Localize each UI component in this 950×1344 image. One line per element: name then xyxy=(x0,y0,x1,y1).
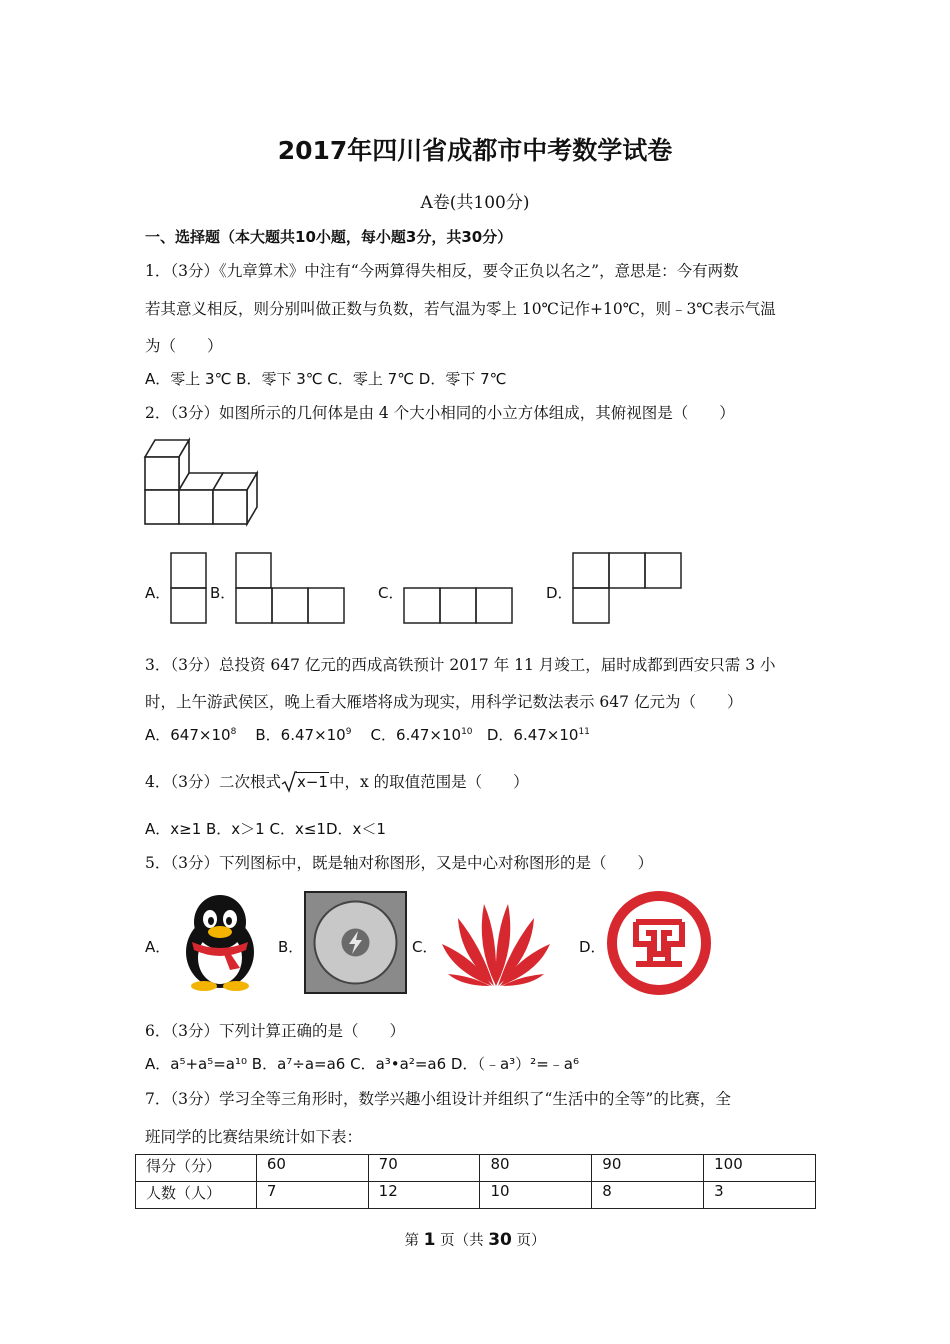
question-6-line-1: 6．（3分）下列计算正确的是（ ） xyxy=(145,1022,405,1040)
table-cell: 3 xyxy=(704,1182,816,1209)
footer-text: 页） xyxy=(511,1233,546,1249)
q5-option-c-label: C． xyxy=(412,938,438,956)
table-row xyxy=(136,1155,816,1182)
question-1-line-2: 若其意义相反，则分别叫做正数与负数，若气温为零上 10℃记作+10℃，则﹣3℃表示气温 xyxy=(145,300,776,318)
question-1-line-3: 为（ ） xyxy=(145,337,223,355)
question-3-line-2: 时，上午游武侯区，晚上看大雁塔将成为现实，用科学记数法表示 647 亿元为（ ） xyxy=(145,693,743,711)
q2-option-a-label: A． xyxy=(145,584,171,602)
q2-option-b-label: B． xyxy=(210,584,236,602)
sqrt-expression xyxy=(281,773,329,791)
q2-option-c-view xyxy=(403,587,513,625)
table-cell: 12 xyxy=(368,1182,480,1209)
table-cell: 100 xyxy=(704,1155,816,1182)
q4-radicand: x−1 xyxy=(296,773,328,791)
question-1-line-1: 1．（3分）《九章算术》中注有“今两算得失相反，要令正负以名之”，意思是：今有两数 xyxy=(145,262,739,280)
question-7-line-2: 班同学的比赛结果统计如下表： xyxy=(145,1128,363,1146)
page-footer xyxy=(0,1229,950,1250)
question-6-options: A．a⁵+a⁵=a¹⁰ B．a⁷÷a=a6 C．a³•a²=a6 D．（﹣a³）²=﹣a⁶ xyxy=(145,1055,579,1073)
question-1-options: A．零上 3℃ B．零下 3℃ C．零上 7℃ D．零下 7℃ xyxy=(145,370,507,388)
table-cell: 7 xyxy=(256,1182,368,1209)
footer-text: 页（共 xyxy=(435,1233,489,1249)
table-cell: 8 xyxy=(592,1182,704,1209)
power-icon xyxy=(304,891,407,994)
table-cell: 70 xyxy=(368,1155,480,1182)
q2-option-c-label: C． xyxy=(378,584,404,602)
table-cell: 60 xyxy=(256,1155,368,1182)
q3-option-b: B．$6.47\times 10^9$ xyxy=(255,726,352,744)
table-header-cell: 人数（人） xyxy=(136,1182,257,1209)
question-7-line-1: 7．（3分）学习全等三角形时，数学兴趣小组设计并组织了“生活中的全等”的比赛，全 xyxy=(145,1090,731,1108)
table-cell: 90 xyxy=(592,1155,704,1182)
table-header-cell: 得分（分） xyxy=(136,1155,257,1182)
page-title: 2017年四川省成都市中考数学试卷 xyxy=(277,136,673,165)
q5-option-a-label: A． xyxy=(145,938,171,956)
table-cell: 10 xyxy=(480,1182,592,1209)
q2-option-b-view xyxy=(235,552,345,624)
section-heading: 一、选择题（本大题共10小题，每小题3分，共30分） xyxy=(145,228,513,246)
footer-page-total: 30 xyxy=(488,1230,512,1250)
q4-text-post: 中，x 的取值范围是（ ） xyxy=(328,773,529,791)
table-row xyxy=(136,1182,816,1209)
footer-text: 第 xyxy=(404,1233,424,1249)
q4-text-pre: 4．（3分）二次根式 xyxy=(145,773,281,791)
score-table xyxy=(135,1154,816,1209)
question-4-options: A．x≥1 B．x＞1 C．x≤1D．x＜1 xyxy=(145,820,386,838)
q5-option-b-label: B． xyxy=(278,938,304,956)
question-5-line-1: 5．（3分）下列图标中，既是轴对称图形，又是中心对称图形的是（ ） xyxy=(145,854,653,872)
question-4-line xyxy=(145,770,529,792)
subtitle: A卷(共100分) xyxy=(420,193,530,213)
q2-option-d-label: D． xyxy=(546,584,573,602)
q3-option-a: A．$647\times 10^8$ xyxy=(145,726,237,744)
q3-option-d: D．$6.47\times 10^{11}$ xyxy=(486,726,590,744)
q2-option-a-view xyxy=(170,552,208,624)
q3-option-c: C．$6.47\times 10^{10}$ xyxy=(370,726,473,744)
q2-option-d-view xyxy=(572,552,683,624)
petal-logo-icon xyxy=(440,896,552,988)
footer-page-number: 1 xyxy=(423,1230,436,1250)
penguin-icon xyxy=(170,892,270,992)
cube-solid-figure xyxy=(143,437,258,527)
question-3-line-1: 3．（3分）总投资 647 亿元的西成高铁预计 2017 年 11 月竣工，届时成都到西安只需 3 小 xyxy=(145,656,776,674)
bank-logo-icon xyxy=(606,890,712,996)
table-cell: 80 xyxy=(480,1155,592,1182)
question-3-options xyxy=(145,724,590,745)
q5-option-d-label: D． xyxy=(579,938,606,956)
question-2-line-1: 2．（3分）如图所示的几何体是由 4 个大小相同的小立方体组成，其俯视图是（ ） xyxy=(145,404,735,422)
